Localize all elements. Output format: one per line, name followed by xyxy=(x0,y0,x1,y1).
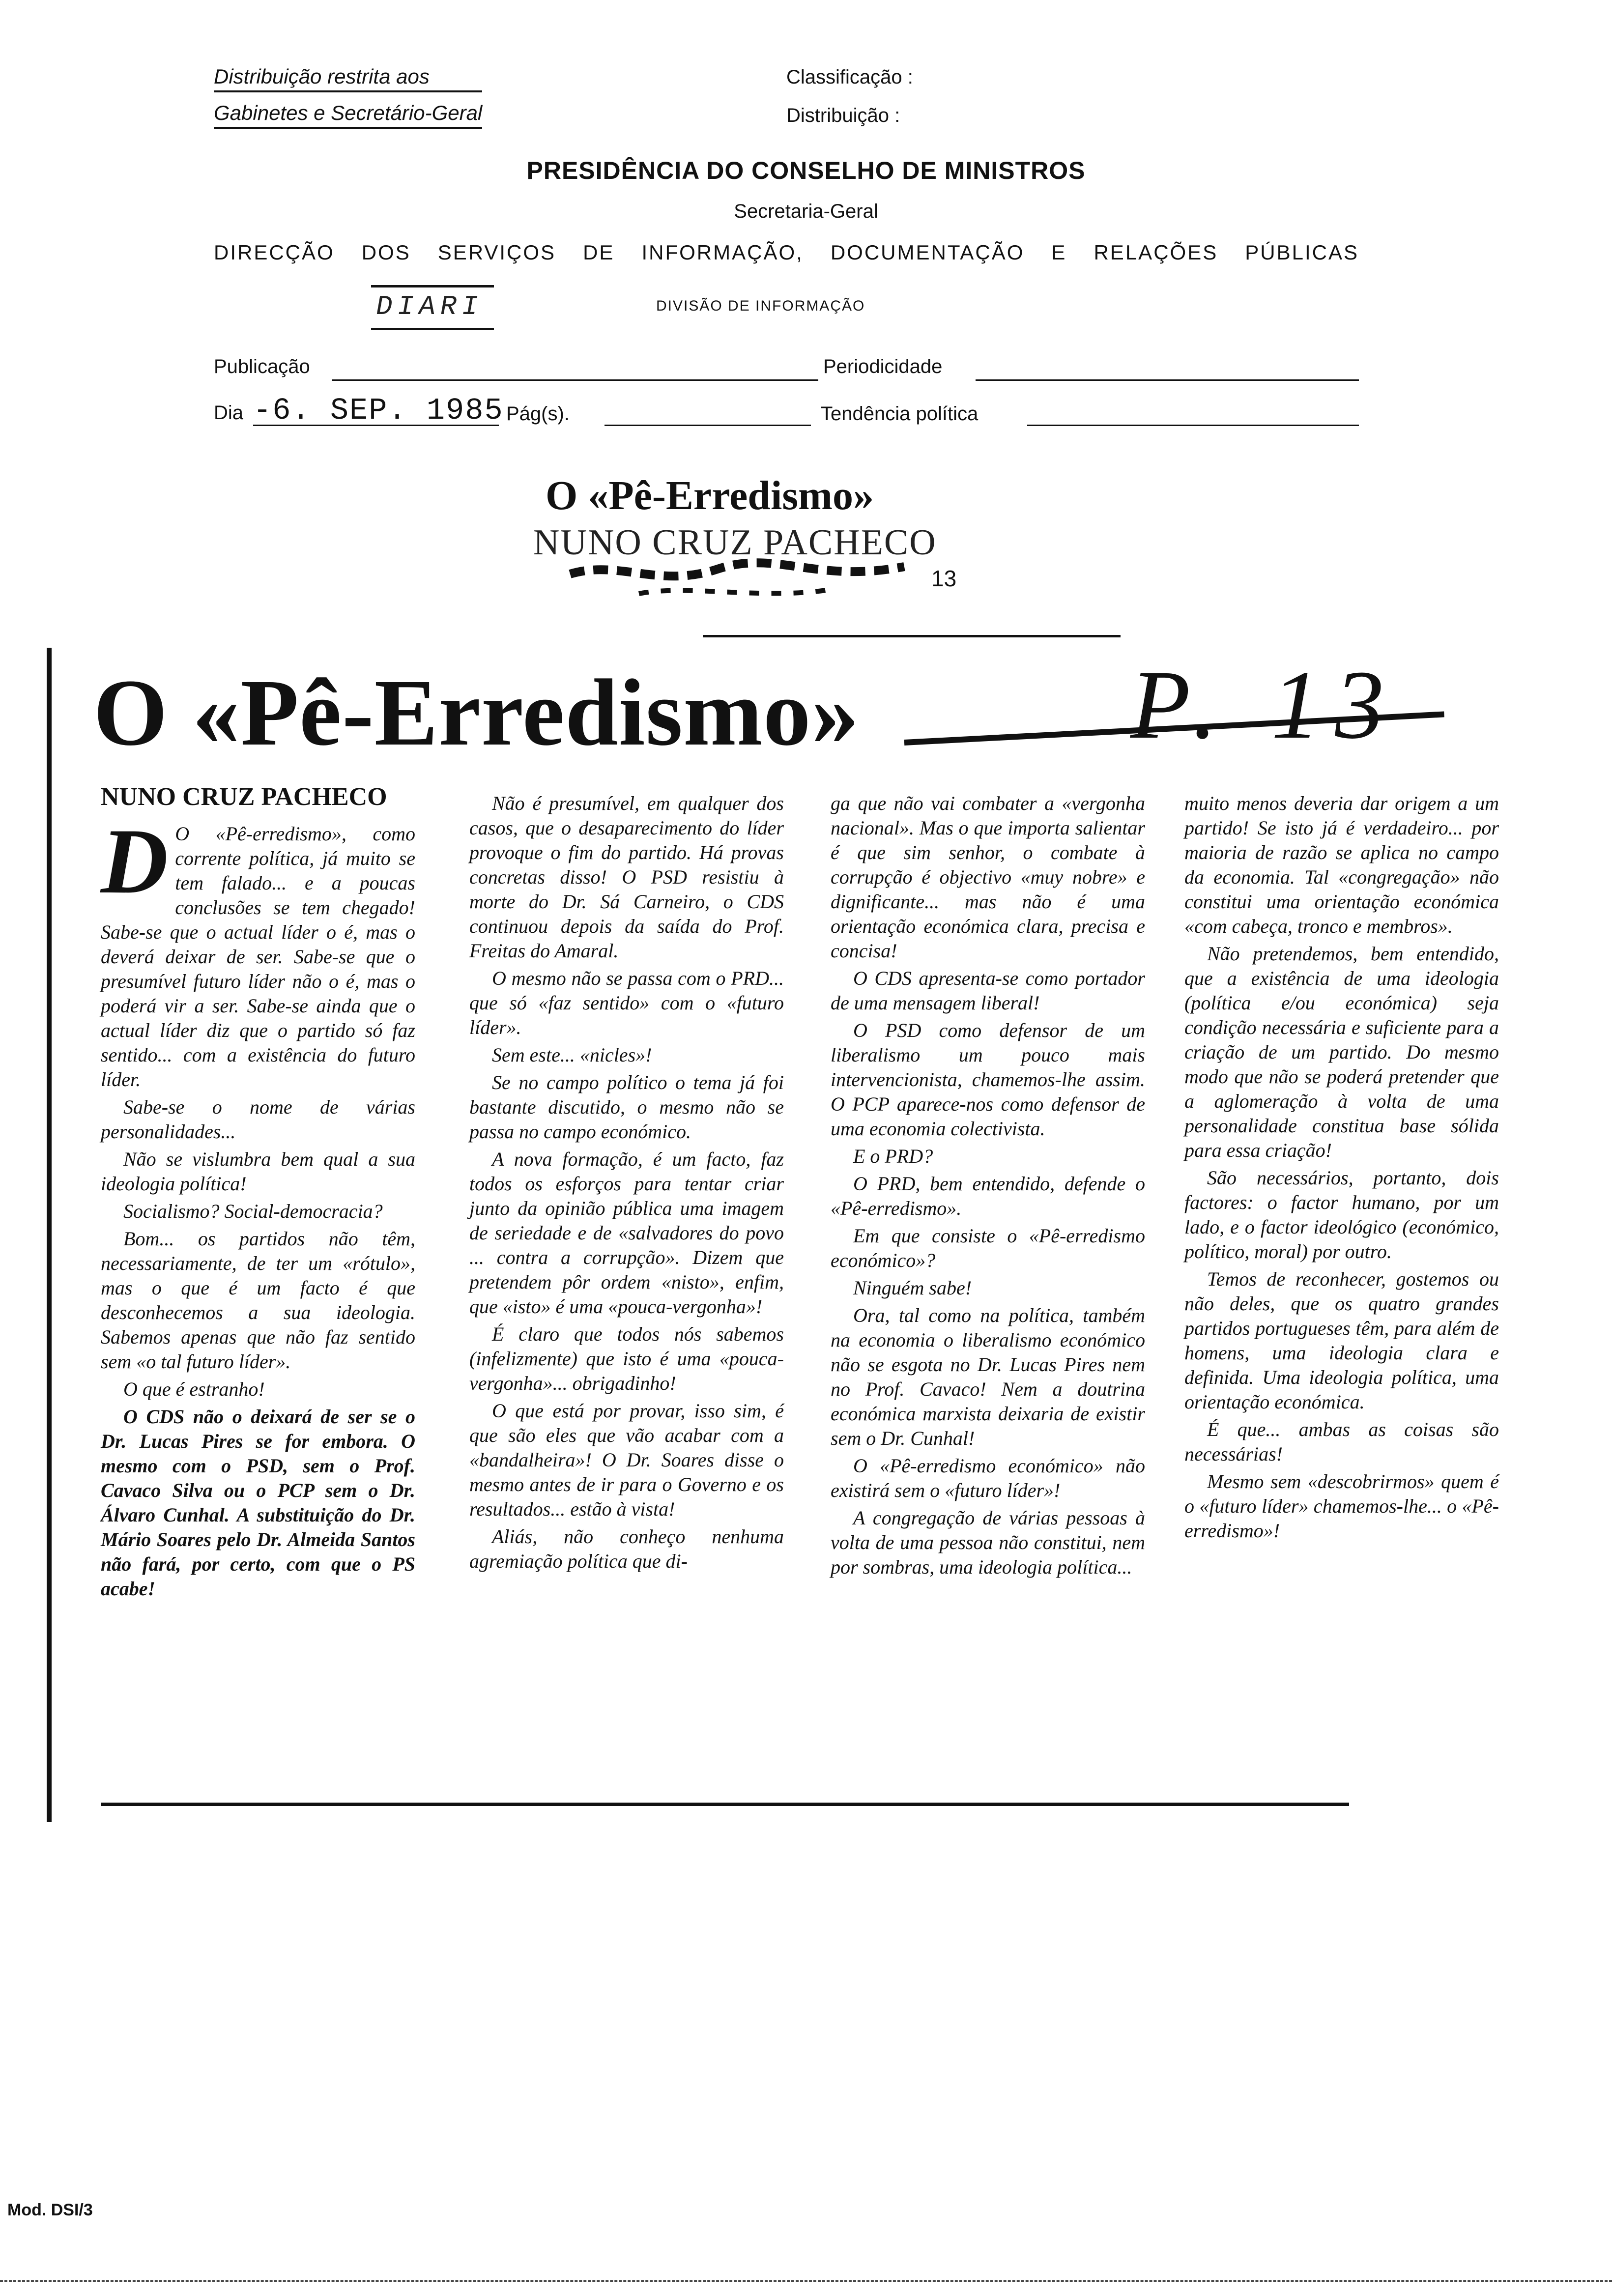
clipping-smudge xyxy=(560,554,924,608)
direction-title: DIRECÇÃO DOS SERVIÇOS DE INFORMAÇÃO, DOCUMENTAÇÃO E RELAÇÕES PÚBLICAS xyxy=(214,241,1359,264)
model-code: Mod. DSI/3 xyxy=(7,2201,93,2219)
paragraph: E o PRD? xyxy=(853,1145,933,1167)
paragraph: Mesmo sem «descobrirmos» quem é o «futuro líder» chamemos-lhe... o «Pê-erredismo»! xyxy=(1184,1470,1499,1542)
paragraph: Se no campo político o tema já foi bastante discutido, o mesmo não se passa no campo económico. xyxy=(469,1071,784,1143)
paragraph: Não se vislumbra bem qual a sua ideologia política! xyxy=(101,1148,415,1195)
paragraph: O «Pê-erredismo económico» não existirá sem o «futuro líder»! xyxy=(831,1455,1145,1501)
distribution-restriction xyxy=(214,65,482,129)
article-column-4 xyxy=(1184,791,1499,1546)
diario-logo-text: DIARI xyxy=(373,291,486,322)
paragraph: É claro que todos nós sabemos (infelizmente) que isto é uma «pouca-vergonha»... obrigadinho! xyxy=(469,1323,784,1394)
date-stamp: -6. SEP. 1985 xyxy=(253,393,504,428)
office-title: PRESIDÊNCIA DO CONSELHO DE MINISTROS xyxy=(526,157,1086,184)
paragraph: A congregação de várias pessoas à volta de uma pessoa não constitui, nem por sombras, uma ideologia política... xyxy=(831,1507,1145,1578)
day-label: Dia xyxy=(214,402,244,424)
paragraph: O «Pê-erredismo», como corrente política, já muito se tem falado... e a poucas conclusões se tem chegado! Sabe-se que o actual líder o é, mas o deverá deixar de ser. Sabe-se que o presumível futuro líder não o é, mas o poderá vir a ser. Sabe-se ainda que o actual líder diz que o partido só faz sentido... com a existência do futuro líder. xyxy=(101,823,415,1091)
classification-label: Classificação : xyxy=(786,66,913,88)
article-title: O «Pê-Erredismo» xyxy=(93,660,860,765)
division-title: DIVISÃO DE INFORMAÇÃO xyxy=(656,298,865,314)
paragraph: Sabe-se o nome de várias personalidades... xyxy=(101,1096,415,1143)
paragraph: Ora, tal como na política, também na economia o liberalismo económico não se esgota no Dr. Lucas Pires nem no Prof. Cavaco! Nem a doutrina económica marxista deixaria de existir sem o Dr. Cunhal! xyxy=(831,1304,1145,1449)
publication-field-line xyxy=(332,379,818,381)
paragraph: Aliás, não conheço nenhuma agremiação política que di- xyxy=(469,1525,784,1572)
secretariat-title: Secretaria-Geral xyxy=(734,201,878,222)
day-field-line xyxy=(253,425,499,426)
drop-cap: D xyxy=(101,810,169,913)
pages-field-line xyxy=(604,425,811,426)
distribution-line-1: Distribuição restrita aos xyxy=(214,65,482,92)
paragraph: É que... ambas as coisas são necessárias! xyxy=(1184,1418,1499,1465)
clipping-page-number: 13 xyxy=(931,566,957,591)
pages-label: Pág(s). xyxy=(506,403,570,425)
paragraph: O que é estranho! xyxy=(123,1378,265,1400)
left-margin-rule xyxy=(47,648,52,1822)
paragraph: O PRD, bem entendido, defende o «Pê-erredismo». xyxy=(831,1173,1145,1219)
article-column-2 xyxy=(469,791,784,1577)
article-column-1 xyxy=(101,810,415,1604)
paragraph: O que está por provar, isso sim, é que são eles que vão acabar com a «bandalheira»! O Dr. Soares disse o mesmo antes de ir para o Governo e os resultados... estão à vista! xyxy=(469,1400,784,1520)
handwritten-page-note: P. 13 xyxy=(1130,651,1399,759)
publication-label: Publicação xyxy=(214,356,310,377)
distribution-label: Distribuição : xyxy=(786,105,900,126)
distribution-line-2: Gabinetes e Secretário-Geral xyxy=(214,101,482,129)
header-separator xyxy=(703,635,1121,637)
clipping-author: NUNO CRUZ PACHECO xyxy=(533,522,937,563)
scan-edge-line xyxy=(0,2280,1612,2282)
paragraph: ga que não vai combater a «vergonha nacional». Mas o que importa salientar é que sim senhor, o combate à corrupção é objectivo «muy nobre» e dignificante... mas não é uma orientação económica clara, precisa e concisa! xyxy=(831,792,1145,962)
paragraph: Socialismo? Social-democracia? xyxy=(123,1200,383,1222)
paragraph: Não pretendemos, bem entendido, que a existência de uma ideologia (política e/ou económica) seja condição necessária e suficiente para a criação de um partido. Do mesmo modo que não se poderá pretender que a aglomeração à volta de uma personalidade constitua base sólida para essa criação! xyxy=(1184,943,1499,1161)
paragraph: São necessários, portanto, dois factores: o factor humano, por um lado, e o factor ideológico (económico, político, moral) por outro. xyxy=(1184,1167,1499,1263)
paragraph: Sem este... «nicles»! xyxy=(492,1044,652,1066)
tendency-field-line xyxy=(1027,425,1359,426)
paragraph: O mesmo não se passa com o PRD... que só «faz sentido» com o «futuro líder». xyxy=(469,967,784,1038)
periodicity-field-line xyxy=(976,379,1359,381)
periodicity-label: Periodicidade xyxy=(823,356,943,377)
diario-logo-stamp xyxy=(361,281,509,338)
paragraph: O PSD como defensor de um liberalismo um pouco mais intervencionista, chamemos-lhe assim. O PCP aparece-nos como defensor de uma economia colectivista. xyxy=(831,1019,1145,1140)
article-bottom-rule xyxy=(101,1803,1349,1806)
article-column-3 xyxy=(831,791,1145,1582)
paragraph: O CDS apresenta-se como portador de uma mensagem liberal! xyxy=(831,967,1145,1014)
paragraph: Em que consiste o «Pê-erredismo económico»? xyxy=(831,1225,1145,1271)
paragraph: A nova formação, é um facto, faz todos os esforços para tentar criar junto da opinião pública uma imagem de seriedade e de «salvadores do povo ... contra a corrupção». Dizem que pretendem pôr ordem «nisto», enfim, que «isto» é uma «pouca-vergonha»! xyxy=(469,1148,784,1318)
clipping-title: O «Pê-Erredismo» xyxy=(546,473,874,518)
paragraph: muito menos deveria dar origem a um partido! Se isto já é verdadeiro... por maioria de razão se aplica no campo da economia. Tal «congregação» não constitui uma orientação económica «com cabeça, tronco e membros». xyxy=(1184,792,1499,937)
paragraph: Não é presumível, em qualquer dos casos, que o desaparecimento do líder provoque o fim do partido. Há provas concretas disso! O PSD resistiu à morte do Dr. Sá Carneiro, o CDS continuou depois da saída do Prof. Freitas do Amaral. xyxy=(469,792,784,962)
tendency-label: Tendência política xyxy=(821,403,979,425)
paragraph: Temos de reconhecer, gostemos ou não deles, que os quatro grandes partidos portugueses têm, para além de homens, uma ideologia clara e definida. Uma ideologia política, uma orientação económica. xyxy=(1184,1268,1499,1413)
paragraph: O CDS não o deixará de ser se o Dr. Lucas Pires se for embora. O mesmo com o PSD, sem o Prof. Cavaco Silva ou o PCP sem o Dr. Álvaro Cunhal. A substituição do Dr. Mário Soares pelo Dr. Almeida Santos não fará, por certo, com que o PS acabe! xyxy=(101,1406,415,1600)
article-author: NUNO CRUZ PACHECO xyxy=(101,783,387,811)
paragraph: Bom... os partidos não têm, necessariamente, de ter um «rótulo», mas o que é um facto é que desconhecemos a sua ideologia. Sabemos apenas que não faz sentido sem «o tal futuro líder». xyxy=(101,1228,415,1373)
paragraph: Ninguém sabe! xyxy=(853,1277,972,1299)
